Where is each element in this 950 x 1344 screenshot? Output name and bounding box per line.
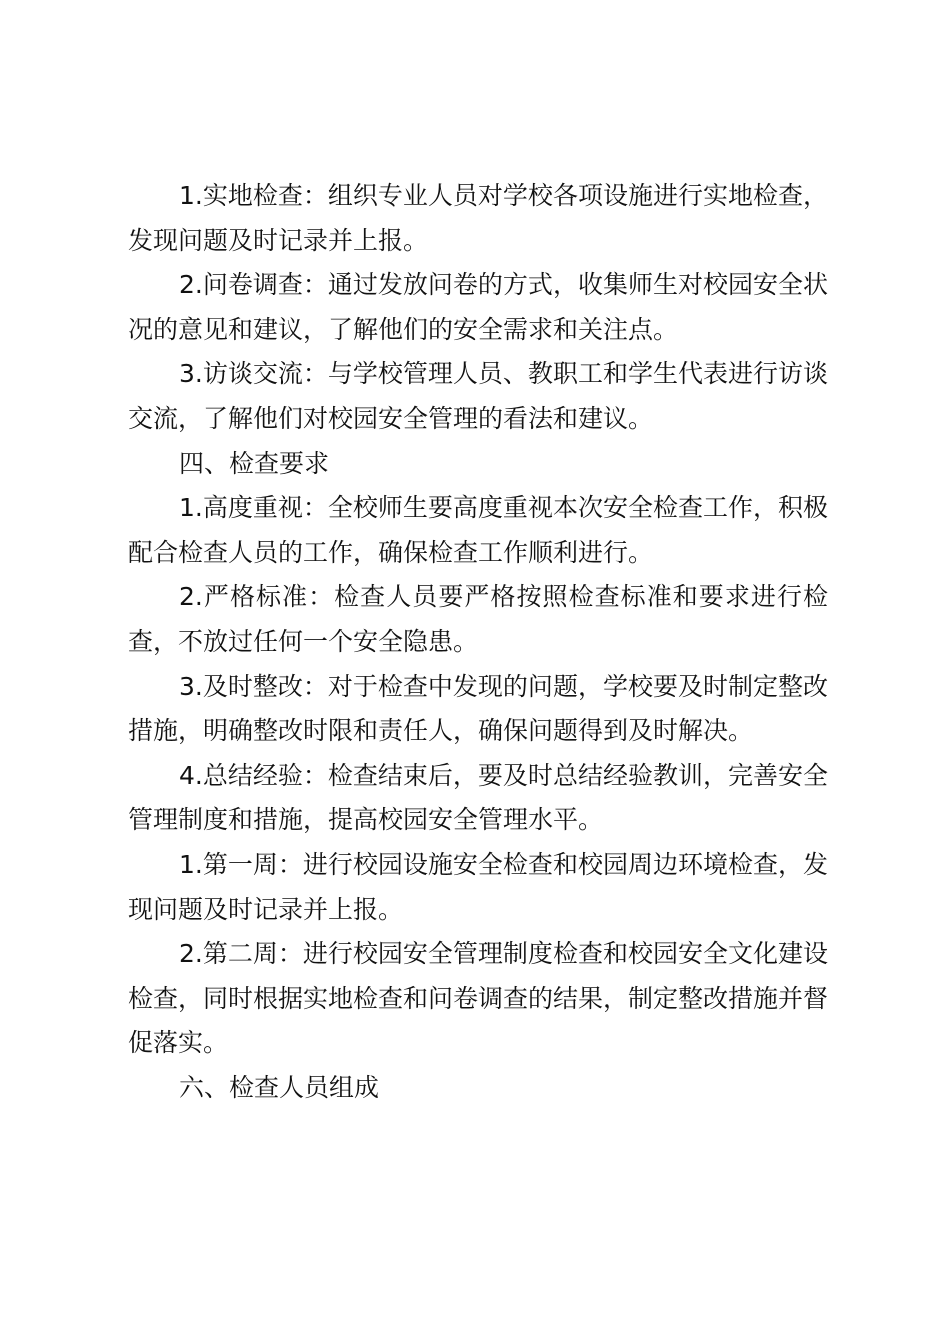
paragraph-requirement-summary: 4.总结经验：检查结束后，要及时总结经验教训，完善安全管理制度和措施，提高校园安全管理水平。 <box>128 760 828 835</box>
paragraph-method-site-inspection: 1.实地检查：组织专业人员对学校各项设施进行实地检查，发现问题及时记录并上报。 <box>128 181 828 255</box>
paragraph-requirement-rectification: 3.及时整改：对于检查中发现的问题，学校要及时制定整改措施，明确整改时限和责任人，确保问题得到及时解决。 <box>128 671 828 746</box>
paragraph-requirement-attention: 1.高度重视：全校师生要高度重视本次安全检查工作，积极配合检查人员的工作，确保检查工作顺利进行。 <box>128 493 828 567</box>
paragraph-schedule-week-one: 1.第一周：进行校园设施安全检查和校园周边环境检查，发现问题及时记录并上报。 <box>128 849 828 924</box>
document-body <box>128 174 828 1110</box>
section-heading-requirements: 四、检查要求 <box>179 448 330 478</box>
paragraph-method-interview: 3.访谈交流：与学校管理人员、教职工和学生代表进行访谈交流，了解他们对校园安全管理的看法和建议。 <box>128 359 828 433</box>
paragraph-schedule-week-two: 2.第二周：进行校园安全管理制度检查和校园安全文化建设检查，同时根据实地检查和问卷调查的结果，制定整改措施并督促落实。 <box>128 939 829 1058</box>
section-heading-inspectors: 六、检查人员组成 <box>179 1072 380 1102</box>
paragraph-method-questionnaire: 2.问卷调查：通过发放问卷的方式，收集师生对校园安全状况的意见和建议，了解他们的安全需求和关注点。 <box>128 270 828 344</box>
paragraph-requirement-standards: 2.严格标准：检查人员要严格按照检查标准和要求进行检查，不放过任何一个安全隐患。 <box>128 582 828 656</box>
